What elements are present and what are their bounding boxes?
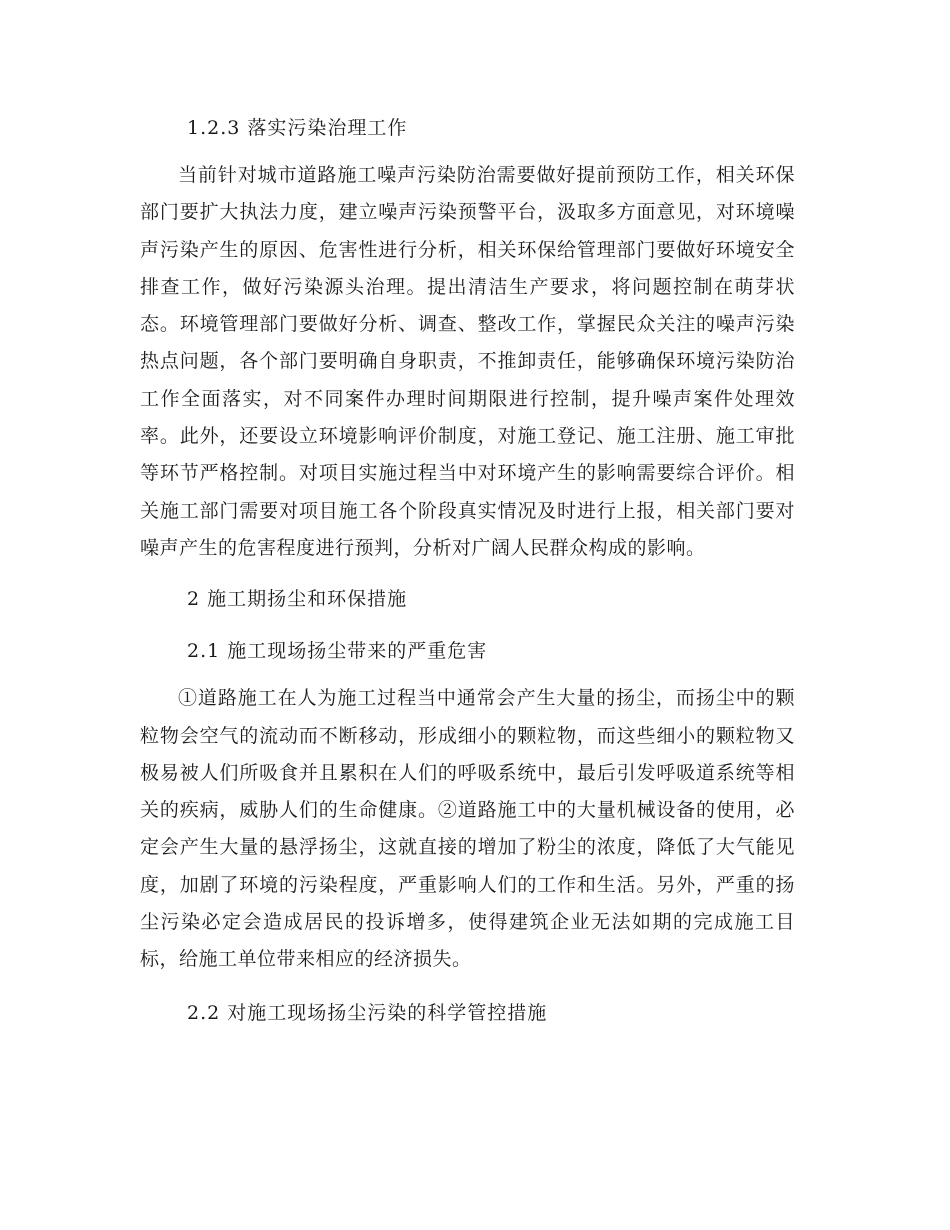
section-heading-1-2-3: 1.2.3 落实污染治理工作	[187, 117, 408, 139]
section-heading-2-2: 2.2 对施工现场扬尘污染的科学管控措施	[187, 1001, 548, 1024]
section-heading-2-1: 2.1 施工现场扬尘带来的严重危害	[187, 640, 488, 663]
section-heading-2: 2 施工期扬尘和环保措施	[187, 588, 408, 611]
paragraph-pollution-control: 当前针对城市道路施工噪声污染防治需要做好提前预防工作，相关环保部门要扩大执法力度，建立噪声污染预警平台，汲取多方面意见，对环境噪声污染产生的原因、危害性进行分析，相关环保给管理部门要做好环境安全排查工作，做好污染源头治理。提出清洁生产要求，将问题控制在萌芽状态。环境管理部门要做好分析、调查、整改工作，掌握民众关注的噪声污染热点问题，各个部门要明确自身职责，不推卸责任，能够确保环境污染防治工作全面落实，对不同案件办理时间期限进行控制，提升噪声案件处理效率。此外，还要设立环境影响评价制度，对施工登记、施工注册、施工审批等环节严格控制。对项目实施过程当中对环境产生的影响需要综合评价。相关施工部门需要对项目施工各个阶段真实情况及时进行上报，相关部门要对噪声产生的危害程度进行预判，分析对广阔人民群众构成的影响。	[140, 164, 795, 559]
paragraph-dust-hazards: ①道路施工在人为施工过程当中通常会产生大量的扬尘，而扬尘中的颗粒物会空气的流动而不断移动，形成细小的颗粒物，而这些细小的颗粒物又极易被人们所吸食并且累积在人们的呼吸系统中，最后引发呼吸道系统等相关的疾病，威胁人们的生命健康。②道路施工中的大量机械设备的使用，必定会产生大量的悬浮扬尘，这就直接的增加了粉尘的浓度，降低了大气能见度，加剧了环境的污染程度，严重影响人们的工作和生活。另外，严重的扬尘污染必定会造成居民的投诉增多，使得建筑企业无法如期的完成施工目标，给施工单位带来相应的经济损失。	[140, 687, 795, 971]
